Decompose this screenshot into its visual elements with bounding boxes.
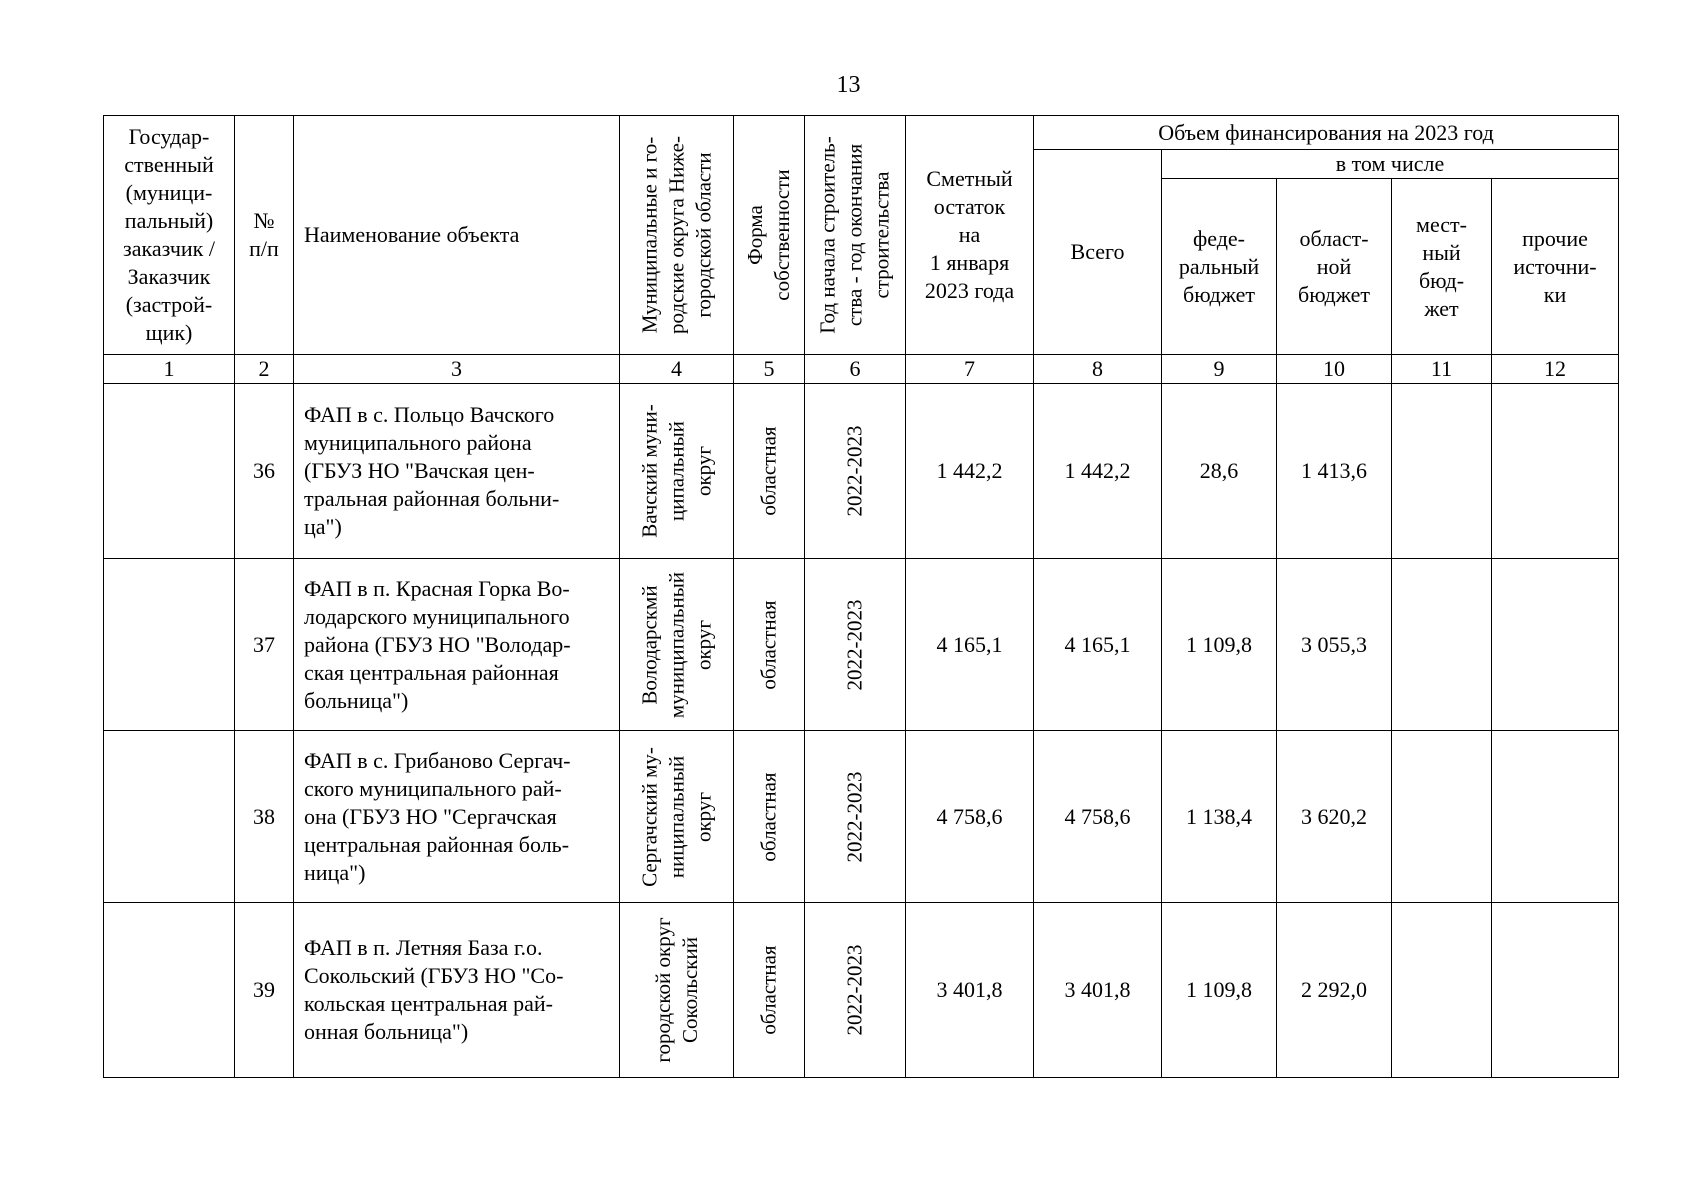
cell-total: 1 442,2 (1034, 384, 1162, 559)
cell-number: 38 (235, 731, 294, 903)
cell-years: 2022-2023 (805, 384, 906, 559)
cell-regional: 1 413,6 (1277, 384, 1392, 559)
column-number: 7 (906, 355, 1034, 384)
column-numbers-row (104, 355, 1619, 384)
cell-local (1392, 559, 1492, 731)
header-row-1 (104, 116, 1619, 150)
header-ownership: Форма собственности (734, 116, 805, 355)
cell-municipality: Сергачский му- ниципальный округ (620, 731, 734, 903)
cell-balance: 4 165,1 (906, 559, 1034, 731)
column-number: 5 (734, 355, 805, 384)
cell-regional: 2 292,0 (1277, 903, 1392, 1078)
cell-object-name: ФАП в с. Грибаново Сергач- ского муниципального рай- она (ГБУЗ НО "Сергачская центральная районная боль- ница") (294, 731, 620, 903)
cell-balance: 3 401,8 (906, 903, 1034, 1078)
cell-federal: 1 138,4 (1162, 731, 1277, 903)
cell-municipality: Вачский муни- ципальный округ (620, 384, 734, 559)
cell-local (1392, 731, 1492, 903)
column-number: 9 (1162, 355, 1277, 384)
cell-customer (104, 903, 235, 1078)
column-number: 1 (104, 355, 235, 384)
header-years: Год начала строитель- ства - год окончания строительства (805, 116, 906, 355)
cell-federal: 1 109,8 (1162, 903, 1277, 1078)
column-number: 6 (805, 355, 906, 384)
column-number: 12 (1492, 355, 1619, 384)
cell-object-name: ФАП в с. Польцо Вачского муниципального района (ГБУЗ НО "Вачская цен- тральная районная больни- ца") (294, 384, 620, 559)
cell-object-name: ФАП в п. Летняя База г.о. Сокольский (ГБУЗ НО "Со- кольская центральная рай- онная больница") (294, 903, 620, 1078)
column-number: 11 (1392, 355, 1492, 384)
cell-number: 39 (235, 903, 294, 1078)
header-federal: феде- ральный бюджет (1162, 179, 1277, 355)
cell-customer (104, 559, 235, 731)
column-number: 4 (620, 355, 734, 384)
cell-federal: 1 109,8 (1162, 559, 1277, 731)
cell-regional: 3 055,3 (1277, 559, 1392, 731)
cell-municipality: Володарскмй муниципальный округ (620, 559, 734, 731)
cell-balance: 4 758,6 (906, 731, 1034, 903)
cell-municipality: городской округ Сокольский (620, 903, 734, 1078)
page-number: 13 (836, 72, 861, 98)
header-other: прочие источни- ки (1492, 179, 1619, 355)
header-funding-group: Объем финансирования на 2023 год (1034, 116, 1619, 150)
cell-number: 36 (235, 384, 294, 559)
cell-years: 2022-2023 (805, 559, 906, 731)
cell-object-name: ФАП в п. Красная Горка Во- лодарского муниципального района (ГБУЗ НО "Володар- ская центральная районная больница") (294, 559, 620, 731)
header-object-name: Наименование объекта (294, 116, 620, 355)
column-number: 2 (235, 355, 294, 384)
header-customer: Государ- ственный (муници- пальный) заказчик / Заказчик (застрой- щик) (104, 116, 235, 355)
header-number: № п/п (235, 116, 294, 355)
cell-ownership: областная (734, 384, 805, 559)
cell-number: 37 (235, 559, 294, 731)
header-regional: област- ной бюджет (1277, 179, 1392, 355)
financing-table (103, 115, 1619, 1078)
header-municipality: Муниципальные и го- родские округа Ниже- городской области (620, 116, 734, 355)
cell-years: 2022-2023 (805, 731, 906, 903)
cell-local (1392, 384, 1492, 559)
table-row (104, 384, 1619, 559)
cell-other (1492, 559, 1619, 731)
cell-customer (104, 384, 235, 559)
table-row (104, 731, 1619, 903)
header-total: Всего (1034, 150, 1162, 355)
cell-ownership: областная (734, 559, 805, 731)
cell-total: 4 758,6 (1034, 731, 1162, 903)
cell-federal: 28,6 (1162, 384, 1277, 559)
column-number: 8 (1034, 355, 1162, 384)
cell-regional: 3 620,2 (1277, 731, 1392, 903)
table-row (104, 559, 1619, 731)
cell-other (1492, 384, 1619, 559)
table-row (104, 903, 1619, 1078)
header-including: в том числе (1162, 150, 1619, 179)
cell-local (1392, 903, 1492, 1078)
header-local: мест- ный бюд- жет (1392, 179, 1492, 355)
column-number: 3 (294, 355, 620, 384)
cell-total: 3 401,8 (1034, 903, 1162, 1078)
cell-customer (104, 731, 235, 903)
header-balance: Сметный остаток на 1 января 2023 года (906, 116, 1034, 355)
cell-other (1492, 903, 1619, 1078)
cell-other (1492, 731, 1619, 903)
cell-balance: 1 442,2 (906, 384, 1034, 559)
cell-years: 2022-2023 (805, 903, 906, 1078)
cell-total: 4 165,1 (1034, 559, 1162, 731)
column-number: 10 (1277, 355, 1392, 384)
cell-ownership: областная (734, 903, 805, 1078)
cell-ownership: областная (734, 731, 805, 903)
